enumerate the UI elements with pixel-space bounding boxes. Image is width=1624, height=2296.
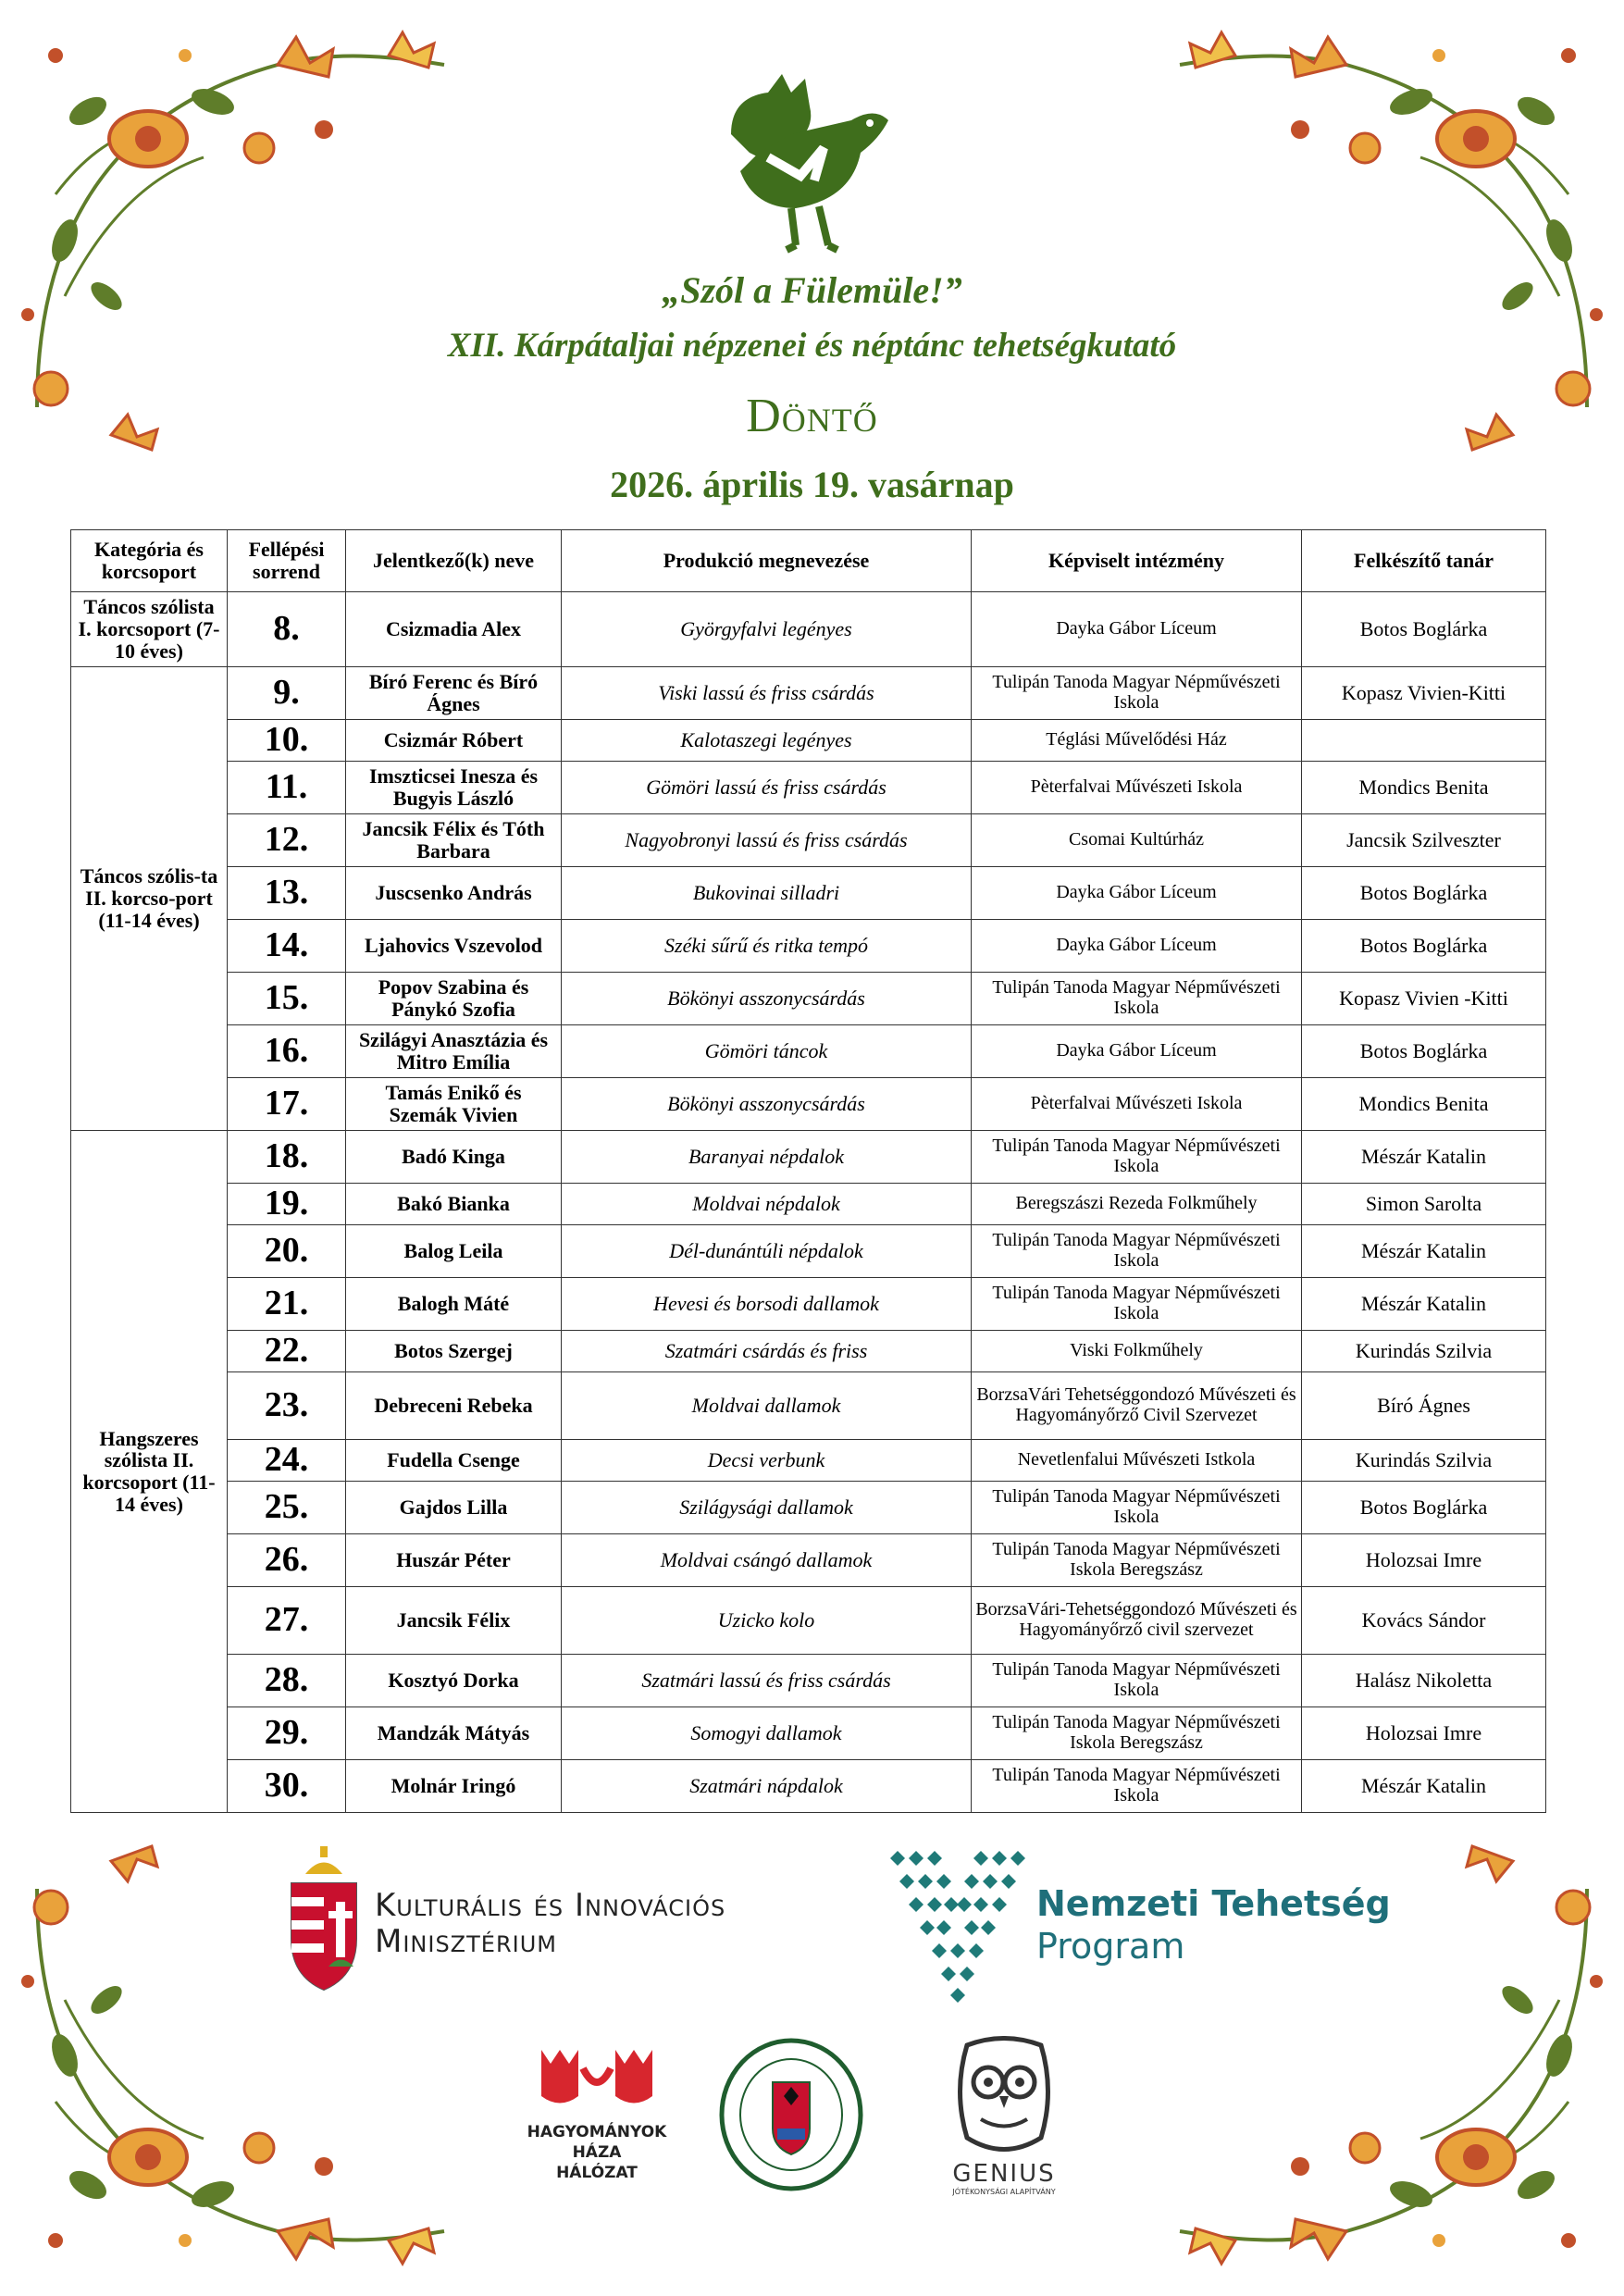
order-cell: 20. (228, 1225, 346, 1278)
name-cell: Mandzák Mátyás (346, 1707, 562, 1760)
table-row (71, 1278, 1546, 1331)
ntp-logo (888, 1842, 1407, 2008)
table-row (71, 1655, 1546, 1707)
name-cell: Molnár Iringó (346, 1760, 562, 1813)
production-cell: Bukovinai silladri (562, 867, 972, 920)
name-cell: Bakó Bianka (346, 1184, 562, 1225)
production-cell: Uzicko kolo (562, 1587, 972, 1655)
institution-cell: Tulipán Tanoda Magyar Népművészeti Iskola (972, 1760, 1302, 1813)
stage-title: Döntő (746, 390, 878, 442)
table-row (71, 1025, 1546, 1078)
header-name: Jelentkező(k) neve (346, 530, 562, 592)
teacher-cell: Mészár Katalin (1302, 1225, 1546, 1278)
production-cell: Kalotaszegi legényes (562, 720, 972, 762)
table-row (71, 1534, 1546, 1587)
teacher-cell: Simon Sarolta (1302, 1184, 1546, 1225)
production-cell: Gömöri táncok (562, 1025, 972, 1078)
teacher-cell: Holozsai Imre (1302, 1707, 1546, 1760)
name-cell: Juscsenko András (346, 867, 562, 920)
name-cell: Szilágyi Anasztázia és Mitro Emília (346, 1025, 562, 1078)
table-row (71, 1707, 1546, 1760)
order-cell: 12. (228, 814, 346, 867)
institution-cell: Dayka Gábor Líceum (972, 867, 1302, 920)
name-cell: Csizmár Róbert (346, 720, 562, 762)
table-row (71, 867, 1546, 920)
institution-cell: Tulipán Tanoda Magyar Népművészeti Iskola Beregszász (972, 1707, 1302, 1760)
order-cell: 15. (228, 973, 346, 1025)
order-cell: 13. (228, 867, 346, 920)
table-row (71, 1440, 1546, 1482)
order-cell: 23. (228, 1372, 346, 1440)
hungarian-coat-of-arms-icon (278, 1846, 370, 1994)
institution-cell: Tulipán Tanoda Magyar Népművészeti Iskola (972, 1655, 1302, 1707)
order-cell: 29. (228, 1707, 346, 1760)
table-row (71, 1078, 1546, 1131)
teacher-cell: Holozsai Imre (1302, 1534, 1546, 1587)
header-teacher: Felkészítő tanár (1302, 530, 1546, 592)
name-cell: Fudella Csenge (346, 1440, 562, 1482)
production-cell: Györgyfalvi legényes (562, 592, 972, 667)
production-cell: Bökönyi asszonycsárdás (562, 1078, 972, 1131)
institution-cell: Tulipán Tanoda Magyar Népművészeti Iskola (972, 973, 1302, 1025)
hh-name-line2: HÁZA (572, 2143, 622, 2163)
order-cell: 8. (228, 592, 346, 667)
order-cell: 28. (228, 1655, 346, 1707)
event-title: „Szól a Fülemüle!” (662, 269, 962, 311)
table-row (71, 920, 1546, 973)
genius-name: GENIUS (952, 2160, 1056, 2188)
production-cell: Bökönyi asszonycsárdás (562, 973, 972, 1025)
order-cell: 30. (228, 1760, 346, 1813)
institution-cell: Dayka Gábor Líceum (972, 1025, 1302, 1078)
table-row (71, 1587, 1546, 1655)
teacher-cell: Mészár Katalin (1302, 1278, 1546, 1331)
institution-cell: Tulipán Tanoda Magyar Népművészeti Iskola (972, 667, 1302, 720)
academy-seal-logo (717, 2036, 865, 2193)
teacher-cell: Botos Boglárka (1302, 867, 1546, 920)
institution-cell: Beregszászi Rezeda Folkműhely (972, 1184, 1302, 1225)
category-cell: Hangszeres szólista II. korcsoport (11-14 éves) (71, 1131, 228, 1813)
production-cell: Nagyobronyi lassú és friss csárdás (562, 814, 972, 867)
genius-logo (925, 2036, 1083, 2203)
institution-cell: Viski Folkműhely (972, 1331, 1302, 1372)
production-cell: Decsi verbunk (562, 1440, 972, 1482)
production-cell: Szatmári nápdalok (562, 1760, 972, 1813)
institution-cell: Tulipán Tanoda Magyar Népművészeti Iskola (972, 1131, 1302, 1184)
order-cell: 10. (228, 720, 346, 762)
category-cell: Táncos szólis-ta II. korcso-port (11-14 éves) (71, 667, 228, 1131)
name-cell: Kosztyó Dorka (346, 1655, 562, 1707)
event-date: 2026. április 19. vasárnap (610, 464, 1014, 505)
hh-tulip-icon (518, 2041, 676, 2115)
name-cell: Imszticsei Inesza és Bugyis László (346, 762, 562, 814)
ntp-diamond-pattern-icon (888, 1842, 1027, 2008)
hh-name-line3: HÁLÓZAT (556, 2164, 638, 2183)
order-cell: 18. (228, 1131, 346, 1184)
institution-cell: Tulipán Tanoda Magyar Népművészeti Iskola (972, 1278, 1302, 1331)
institution-cell: BorzsaVári-Tehetséggondozó Művészeti és Hagyományőrző civil szervezet (972, 1587, 1302, 1655)
name-cell: Bíró Ferenc és Bíró Ágnes (346, 667, 562, 720)
teacher-cell: Kurindás Szilvia (1302, 1331, 1546, 1372)
teacher-cell: Botos Boglárka (1302, 1025, 1546, 1078)
production-cell: Baranyai népdalok (562, 1131, 972, 1184)
table-row (71, 1131, 1546, 1184)
order-cell: 11. (228, 762, 346, 814)
table-row (71, 667, 1546, 720)
nightingale-logo-icon (713, 69, 898, 254)
production-cell: Szilágysági dallamok (562, 1482, 972, 1534)
order-cell: 21. (228, 1278, 346, 1331)
table-row (71, 1331, 1546, 1372)
production-cell: Hevesi és borsodi dallamok (562, 1278, 972, 1331)
teacher-cell: Kovács Sándor (1302, 1587, 1546, 1655)
institution-cell: Pèterfalvai Művészeti Iskola (972, 1078, 1302, 1131)
header-order: Fellépési sorrend (228, 530, 346, 592)
table-row (71, 720, 1546, 762)
name-cell: Balogh Máté (346, 1278, 562, 1331)
production-cell: Viski lassú és friss csárdás (562, 667, 972, 720)
results-table (70, 529, 1546, 1813)
teacher-cell: Halász Nikoletta (1302, 1655, 1546, 1707)
teacher-cell: Kurindás Szilvia (1302, 1440, 1546, 1482)
production-cell: Szatmári lassú és friss csárdás (562, 1655, 972, 1707)
institution-cell: Csomai Kultúrház (972, 814, 1302, 867)
order-cell: 25. (228, 1482, 346, 1534)
production-cell: Dél-dunántúli népdalok (562, 1225, 972, 1278)
order-cell: 27. (228, 1587, 346, 1655)
teacher-cell (1302, 720, 1546, 762)
header-production: Produkció megnevezése (562, 530, 972, 592)
name-cell: Balog Leila (346, 1225, 562, 1278)
production-cell: Moldvai népdalok (562, 1184, 972, 1225)
ministry-name-line2: Minisztérium (375, 1923, 557, 1961)
name-cell: Jancsik Félix (346, 1587, 562, 1655)
hagyomanyok-haza-logo (518, 2041, 676, 2189)
name-cell: Ljahovics Vszevolod (346, 920, 562, 973)
header-institution: Képviselt intézmény (972, 530, 1302, 592)
event-subtitle: XII. Kárpátaljai népzenei és néptánc tehetségkutató (447, 327, 1177, 365)
order-cell: 26. (228, 1534, 346, 1587)
order-cell: 24. (228, 1440, 346, 1482)
order-cell: 22. (228, 1331, 346, 1372)
teacher-cell: Mészár Katalin (1302, 1131, 1546, 1184)
institution-cell: Téglási Művelődési Ház (972, 720, 1302, 762)
teacher-cell: Kopasz Vivien -Kitti (1302, 973, 1546, 1025)
order-cell: 19. (228, 1184, 346, 1225)
production-cell: Somogyi dallamok (562, 1707, 972, 1760)
ministry-logo (278, 1846, 796, 1994)
table-row (71, 762, 1546, 814)
owl-icon (925, 2036, 1083, 2156)
table-row (71, 814, 1546, 867)
category-cell: Táncos szólista I. korcsoport (7-10 éves) (71, 592, 228, 667)
table-row (71, 1372, 1546, 1440)
institution-cell: Pèterfalvai Művészeti Iskola (972, 762, 1302, 814)
table-row (71, 1184, 1546, 1225)
institution-cell: Tulipán Tanoda Magyar Népművészeti Iskola (972, 1482, 1302, 1534)
order-cell: 9. (228, 667, 346, 720)
name-cell: Botos Szergej (346, 1331, 562, 1372)
teacher-cell: Mondics Benita (1302, 1078, 1546, 1131)
teacher-cell: Mondics Benita (1302, 762, 1546, 814)
teacher-cell: Botos Boglárka (1302, 1482, 1546, 1534)
name-cell: Badó Kinga (346, 1131, 562, 1184)
institution-cell: Tulipán Tanoda Magyar Népművészeti Iskola Beregszász (972, 1534, 1302, 1587)
production-cell: Moldvai dallamok (562, 1372, 972, 1440)
institution-cell: BorzsaVári Tehetséggondozó Művészeti és Hagyományőrző Civil Szervezet (972, 1372, 1302, 1440)
name-cell: Gajdos Lilla (346, 1482, 562, 1534)
order-cell: 17. (228, 1078, 346, 1131)
teacher-cell: Botos Boglárka (1302, 920, 1546, 973)
institution-cell: Nevetlenfalui Művészeti Istkola (972, 1440, 1302, 1482)
order-cell: 14. (228, 920, 346, 973)
name-cell: Jancsik Félix és Tóth Barbara (346, 814, 562, 867)
table-row (71, 1225, 1546, 1278)
table-row (71, 1760, 1546, 1813)
institution-cell: Tulipán Tanoda Magyar Népművészeti Iskola (972, 1225, 1302, 1278)
institution-cell: Dayka Gábor Líceum (972, 592, 1302, 667)
name-cell: Tamás Enikő és Szemák Vivien (346, 1078, 562, 1131)
name-cell: Csizmadia Alex (346, 592, 562, 667)
production-cell: Szatmári csárdás és friss (562, 1331, 972, 1372)
ntp-name-line1: Nemzeti Tehetség (1036, 1883, 1391, 1924)
table-row (71, 592, 1546, 667)
table-row (71, 1482, 1546, 1534)
production-cell: Moldvai csángó dallamok (562, 1534, 972, 1587)
table-header-row (71, 530, 1546, 592)
genius-subtitle: JÓTÉKONYSÁGI ALAPÍTVÁNY (952, 2188, 1056, 2196)
header-category: Kategória és korcsoport (71, 530, 228, 592)
teacher-cell: Kopasz Vivien-Kitti (1302, 667, 1546, 720)
order-cell: 16. (228, 1025, 346, 1078)
table-row (71, 973, 1546, 1025)
ministry-name-line1: Kulturális és Innovációs (375, 1887, 726, 1924)
production-cell: Széki sűrű és ritka tempó (562, 920, 972, 973)
hh-name-line1: HAGYOMÁNYOK (527, 2123, 667, 2141)
teacher-cell: Jancsik Szilveszter (1302, 814, 1546, 867)
teacher-cell: Botos Boglárka (1302, 592, 1546, 667)
name-cell: Huszár Péter (346, 1534, 562, 1587)
production-cell: Gömöri lassú és friss csárdás (562, 762, 972, 814)
name-cell: Debreceni Rebeka (346, 1372, 562, 1440)
institution-cell: Dayka Gábor Líceum (972, 920, 1302, 973)
name-cell: Popov Szabina és Pánykó Szofia (346, 973, 562, 1025)
teacher-cell: Mészár Katalin (1302, 1760, 1546, 1813)
ntp-name-line2: Program (1036, 1925, 1185, 1967)
teacher-cell: Bíró Ágnes (1302, 1372, 1546, 1440)
